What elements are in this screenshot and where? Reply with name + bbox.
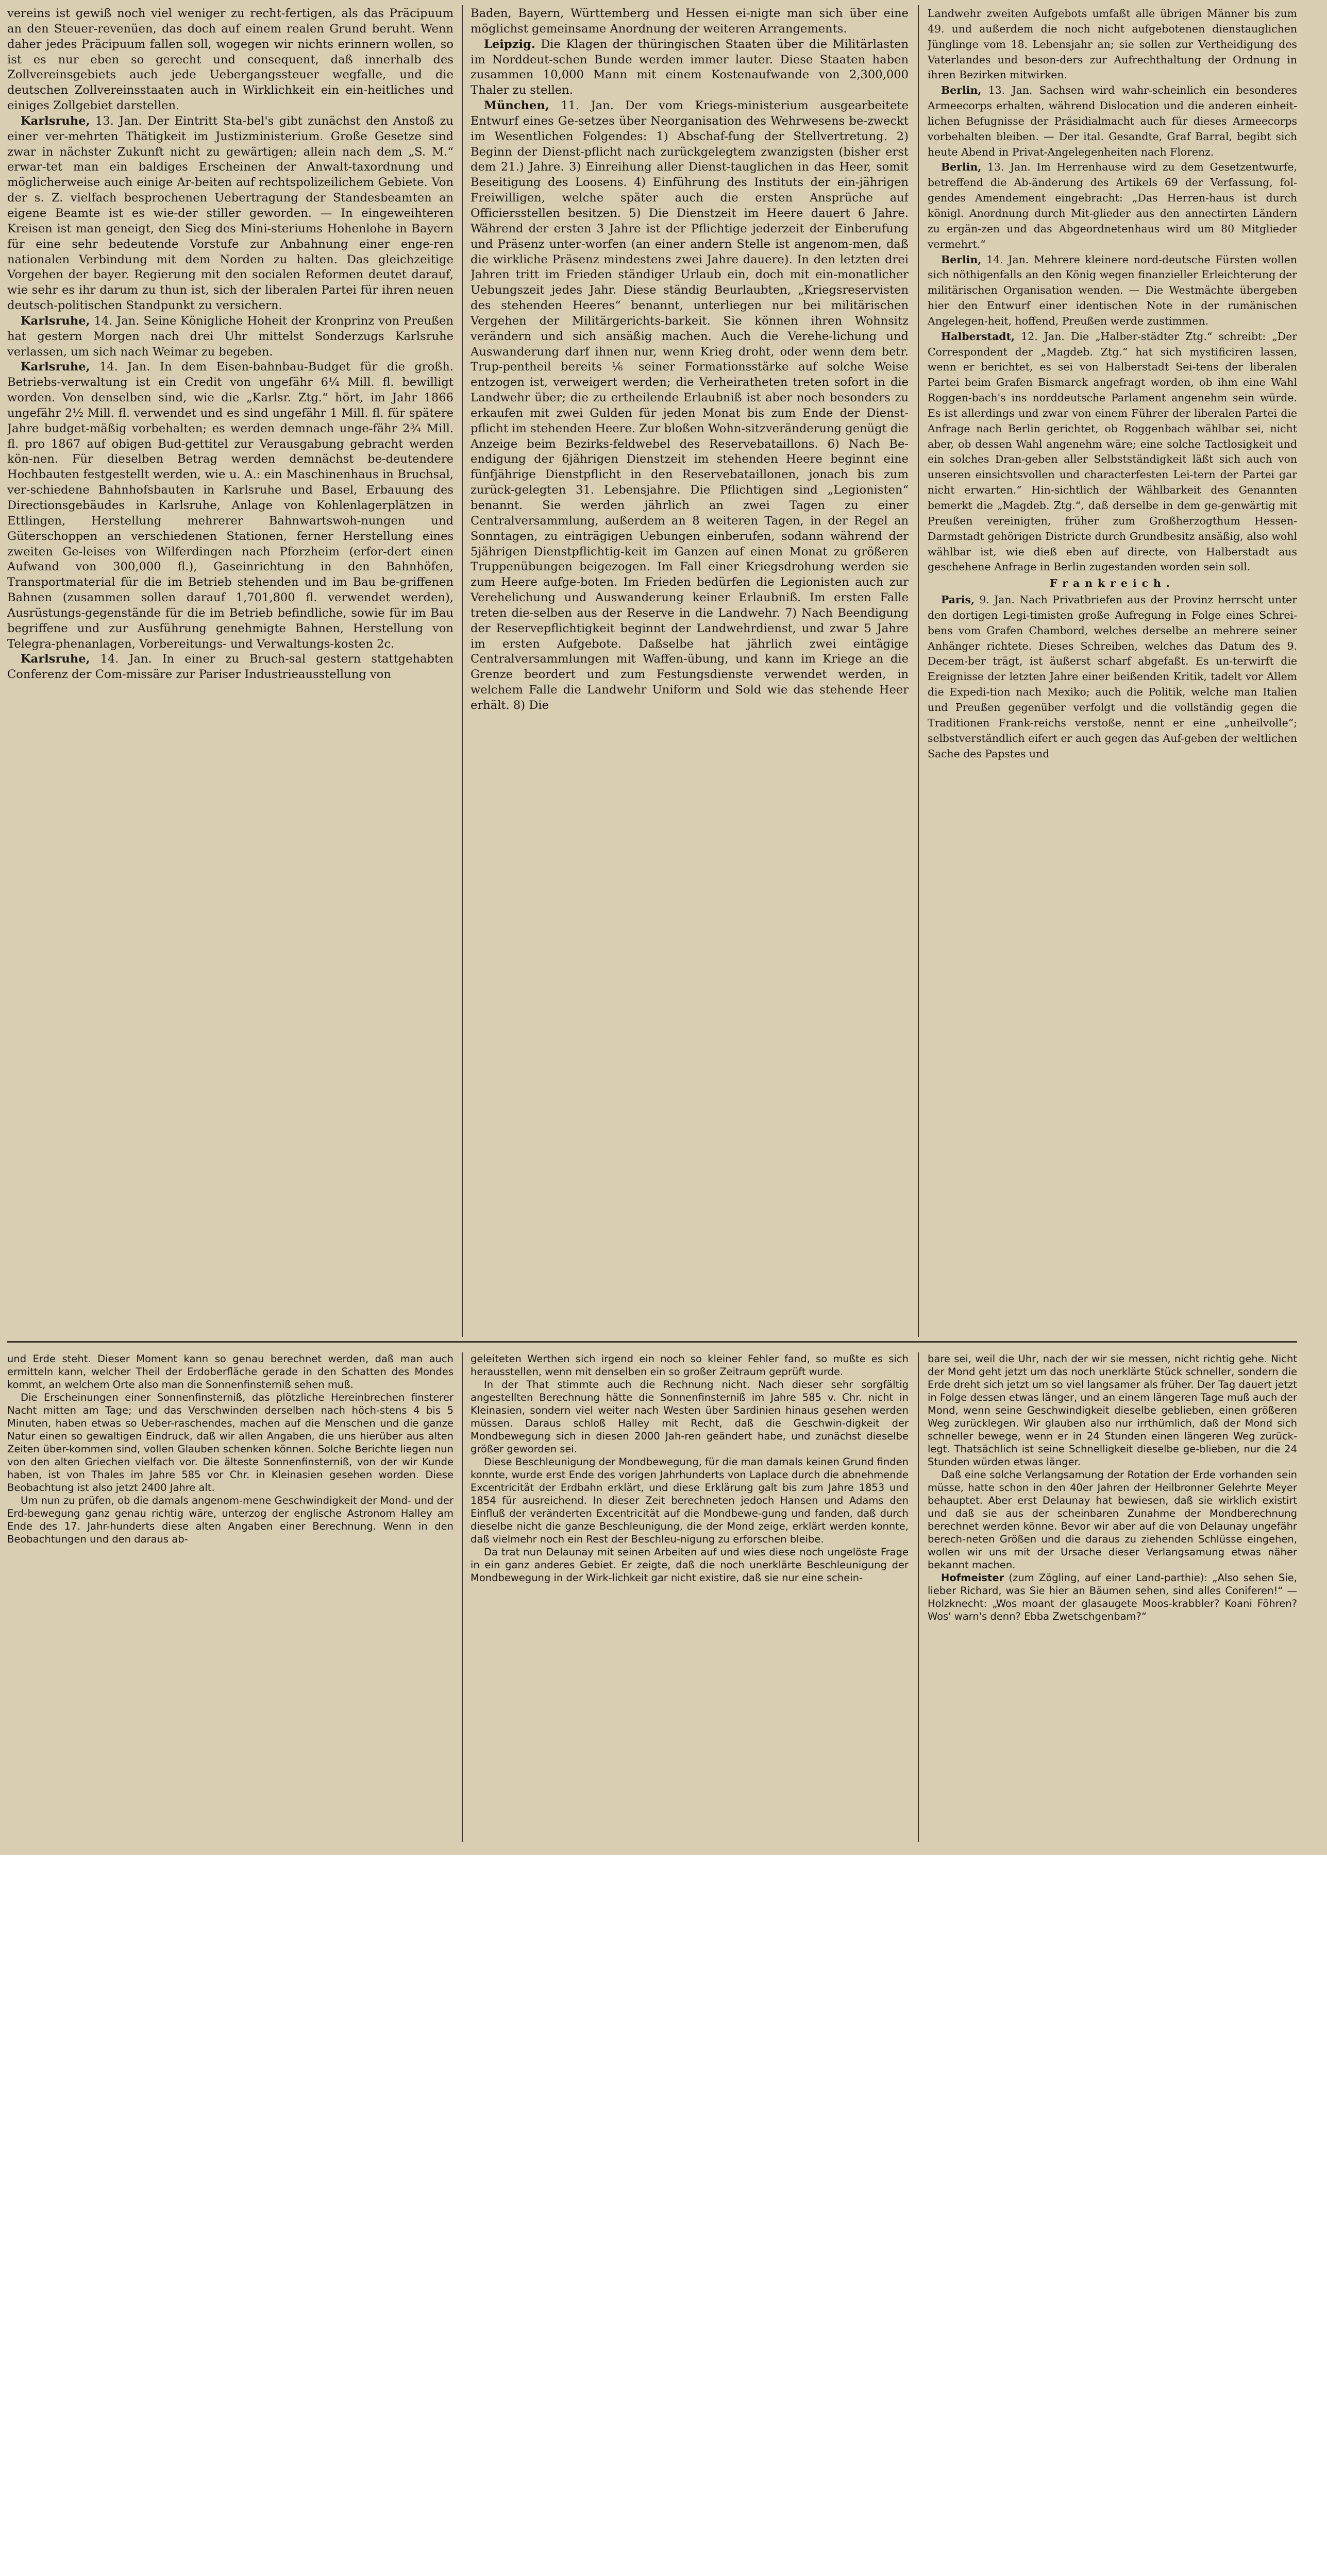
article-paragraph bbox=[928, 160, 1297, 252]
dateline: Karlsruhe, bbox=[21, 652, 90, 666]
article-paragraph bbox=[7, 114, 453, 314]
article-text: 14. Jan. In dem Eisen-bahnbau-Budget für die großh. Betriebs-verwaltung ist ein Credit von ungefähr 6¼ Mill. fl. bewilligt worden. Von denselben sind, wie die „Karlsr. Ztg.“ hört, im Jahr 1866 ungefähr 2½ Mill. fl. verwendet und es sind ungefähr 1 Mill. fl. für spätere Jahre budget-mäßig vorbehalten; es werden demnach unge-fähr 2¾ Mill. fl. pro 1867 auf obigen Bud-gettitel zur Verausgabung gebracht werden kön-nen. Für dieselben Betrag werden demnächst be-deutendere Hochbauten festgestellt werden, wie u. A.: ein Maschinenhaus in Bruchsal, ver-schiedene Bahnhofsbauten in Karlsruhe und Basel, Erbauung des Directionsgebäudes in Karlsruhe, Anlage von Kohlenlagerplätzen in Ettlingen, Herstellung mehrerer Bahnwartswoh-nungen und Güterschoppen an verschiedenen Stationen, ferner Herstellung eines zweiten Ge-leises von Wilferdingen nach Pforzheim (erfor-dert einen Aufwand von 300,000 fl.), Gaseinrichtung in den Bahnhöfen, Transportmaterial für die im Betrieb stehenden und im Bau be-griffenen Bahnen (zusammen sollen darauf 1,701,800 fl. verwendet werden), Ausrüstungs-gegenstände für die im Betrieb befindliche, sowie für im Bau begriffene und zur Ausführung genehmigte Bahnen, Herstellung von Telegra-phenanlagen, Vorbereitungs- und Verwaltungs-kosten 2c. bbox=[7, 360, 453, 651]
article-paragraph bbox=[928, 1571, 1297, 1623]
article-text: 11. Jan. Der vom Kriegs-ministerium ausgearbeitete Entwurf eines Ge-setzes über Neorganisation des Wehrwesens be-zweckt im Wesentlichen Folgendes: 1) Abschaf-fung der Stellvertretung. 2) Beginn der Dienst-pflicht nach zurückgelegtem zwanzigsten (bisher erst dem 21.) Jahre. 3) Einreihung aller Dienst-tauglichen in das Heer, somit Beseitigung des Loosens. 4) Einführung des Instituts der ein-jährigen Freiwilligen, welche später auch die ersten Ansprüche auf Officiersstellen besitzen. 5) Die Dienstzeit im Heere dauert 6 Jahre. Während der ersten 3 Jahre ist der Pflichtige jederzeit der Einberufung und Präsenz unter-worfen (an einer andern Stelle ist angenom-men, daß die wirkliche Präsenz mindestens zwei Jahre dauere). In den letzten drei Jahren tritt im Frieden ständiger Urlaub ein, doch mit ein-monatlicher Uebungszeit jedes Jahr. Diese ständig Beurlaubten, „Kriegsreservisten des stehenden Heeres“ benannt, unterliegen nur bei militärischen Vergehen der Militärgerichts-barkeit. Sie können ihren Wohnsitz verändern und sich ansäßig machen. Auch die Verehe-lichung und Auswanderung darf ihnen nur, wenn Krieg droht, oder wenn dem betr. Trup-pentheil bereits ⅙ seiner Formationsstärke auf solche Weise entzogen ist, verweigert werden; die Verheiratheten treten sofort in die Landwehr über; die zu ertheilende Erlaubniß ist aber noch besonders zu erkaufen mit zwei Gulden für jeden Monat bis zum Ende der Dienst-pflicht im stehenden Heere. Zur bloßen Wohn-sitzveränderung genügt die Anzeige beim Bezirks-feldwebel des Reservebataillons. 6) Nach Be-endigung der 6jährigen Dienstzeit im stehenden Heere beginnt eine fünfjährige Dienstpflicht in den Reservebataillonen, jonach bis zum zurück-gelegten 31. Lebensjahre. Die Pflichtigen sind „Legionisten“ benannt. Sie werden jährlich an zwei Tagen zu einer Centralversammlung, außerdem an 8 weiteren Tagen, in der Regel an Sonntagen, zu einträgigen Uebungen einberufen, sodann während der 5jährigen Dienstpflichtig-keit im Ganzen auf einen Monat zu größeren Truppenübungen beigezogen. Im Fall einer Kriegsdrohung werden sie zum Heere aufge-boten. Im Frieden bedürfen die Legionisten auch zur Verehelichung und Auswanderung keiner Erlaubniß. Im ersten Falle treten die-selben aus der Reserve in die Landwehr. 7) Nach Beendigung der Reservepflichtigkeit beginnt der Landwehrdienst, und zwar 5 Jahre im ersten Aufgebote. Daßselbe hat jährlich zwei eintägige Centralversammlungen mit Waffen-übung, und kann im Kriege an die Grenze beordert und zum Festungsdienste verwendet werden, in welchem Falle die Landwehr Uniform und Sold wie das stehende Heer erhält. 8) Die bbox=[471, 99, 909, 712]
article-text: 13. Jan. Im Herrenhause wird zu dem Gesetzentwurfe, betreffend die Ab-änderung des Artikels 69 der Verfassung, fol-gendes Amendement eingebracht: „Das Herren-haus ist durch königl. Anordnung durch Mit-glieder aus den annectirten Ländern zu ergän-zen und das Abgeordnetenhaus wird um 80 Mitglieder vermehrt.“ bbox=[928, 161, 1297, 250]
article-text: 14. Jan. Mehrere kleinere nord-deutsche Fürsten wollen sich nöthigenfalls an den König wegen finanzieller Erleichterung der militärischen Organisation wenden. — Die Westmächte übergeben hier den Entwurf einer identischen Note in der rumänischen Angelegen-heit, hoffend, Preußen werde zustimmen. bbox=[928, 253, 1297, 327]
article-text: und Erde steht. Dieser Moment kann so genau berechnet werden, daß man auch ermitteln kann, welcher Theil der Erdoberfläche gerade in den Schatten des Mondes kommt, an welchem Orte also man die Sonnenfinsterniß sehen muß. bbox=[7, 1353, 453, 1391]
article-paragraph bbox=[471, 1546, 909, 1584]
article-paragraph bbox=[928, 83, 1297, 160]
article-paragraph bbox=[7, 1494, 453, 1546]
article-paragraph bbox=[928, 252, 1297, 329]
article-text: (zum Zögling, auf einer Land-parthie): „Also sehen Sie, lieber Richard, was Sie hier an Bäumen sehen, sind alles Coniferen!“ — Holzknecht: „Wos moant der glasaugete Moos-krabbler? Koani Föhren? Wos' warn's denn? Ebba Zwetschgenbam?“ bbox=[928, 1572, 1297, 1622]
article-text: vereins ist gewiß noch viel weniger zu recht-fertigen, als das Präcipuum an den Steuer-revenüen, das doch auf einem realen Grund beruht. Wenn daher jedes Präcipuum fallen soll, wogegen wir nichts erinnern wollen, so ist es nur eben so gerecht und consequent, daß innerhalb des Zollvereinsgebiets auch jede Uebergangssteuer wegfalle, und die deutschen Zollvereinsstaaten auch in Wirklichkeit ein ein-heitliches und einiges Zollgebiet darstellen. bbox=[7, 7, 453, 113]
column-divider bbox=[918, 1352, 919, 1842]
article-paragraph bbox=[7, 1352, 453, 1391]
column-divider bbox=[462, 5, 463, 1337]
article-text: Die Klagen der thüringischen Staaten über die Militärlasten im Norddeut-schen Bunde werden immer lauter. Diese Staaten haben zusammen 10,000 Mann mit einem Kostenaufwande von 2,300,000 Thaler zu stellen. bbox=[471, 37, 909, 97]
article-paragraph bbox=[471, 1378, 909, 1455]
feuilleton-column-2 bbox=[471, 1352, 909, 1847]
dateline: Hofmeister bbox=[941, 1572, 1004, 1584]
dateline: Berlin, bbox=[941, 253, 982, 266]
article-paragraph bbox=[7, 1391, 453, 1494]
dateline: Karlsruhe, bbox=[21, 114, 90, 128]
dateline: Paris, bbox=[941, 594, 975, 606]
article-text: Die Erscheinungen einer Sonnenfinsterniß, das plötzliche Hereinbrechen finsterer Nacht mitten am Tage; und das Verschwinden derselben nach höch-stens 4 bis 5 Minuten, haben etwas so Ueber-raschendes, machen auf die Menschen und die ganze Natur einen so gewaltigen Eindruck, daß wir allen Angaben, die uns hierüber aus alten Zeiten über-kommen sind, vollen Glauben schenken können. Solche Berichte liegen nun von den alten Griechen vielfach vor. Die älteste Sonnenfinsterniß, von der wir Kunde haben, ist von Thales im Jahre 585 vor Chr. in Kleinasien gesehen worden. Diese Beobachtung ist also jetzt 2400 Jahre alt. bbox=[7, 1392, 453, 1494]
feuilleton-column-3 bbox=[928, 1352, 1297, 1847]
article-paragraph bbox=[928, 329, 1297, 575]
article-paragraph bbox=[928, 1352, 1297, 1468]
dateline: München, bbox=[484, 99, 549, 113]
dateline: Berlin, bbox=[941, 161, 982, 174]
article-text: geleiteten Werthen sich irgend ein noch so kleiner Fehler fand, so mußte es sich herausstellen, wenn mit denselben ein so großer Zeitraum geprüft wurde. bbox=[471, 1353, 909, 1378]
article-text: Landwehr zweiten Aufgebots umfaßt alle übrigen Männer bis zum 49. und außerdem die noch nicht aufgebotenen dienstauglichen Jünglinge vom 18. Lebensjahr an; sie sollen zur Vertheidigung des Vaterlandes und beson-ders zur Aufrechthaltung der Ordnung in ihren Bezirken mitwirken. bbox=[928, 7, 1297, 81]
feuilleton-column-1 bbox=[7, 1352, 453, 1847]
column-1 bbox=[7, 6, 453, 1335]
article-text: Da trat nun Delaunay mit seinen Arbeiten auf und wies diese noch ungelöste Frage in ein ganz anderes Gebiet. Er zeigte, daß die noch unerklärte Beschleunigung der Mondbewegung in der Wirk-lichkeit gar nicht existire, daß sie nur eine schein- bbox=[471, 1546, 909, 1584]
article-text: 9. Jan. Nach Privatbriefen aus der Provinz herrscht unter den dortigen Legi-timisten große Aufregung in Folge eines Schrei-bens vom Grafen Chambord, welches derselbe an mehrere seiner Anhänger richtete. Dieses Schreiben, welches das Datum des 9. Decem-ber trägt, ist äußerst scharf abgefaßt. Es un-terwirft die Ereignisse der letzten Jahre einer beißenden Kritik, tadelt vor Allem die Expedi-tion nach Mexiko; auch die Politik, welche man Italien und Preußen gegenüber verfolgt und die vollständig gegen die Traditionen Frank-reichs verstoße, nennt er eine „unheilvolle“; selbstverständlich eifert er auch gegen das Auf-geben der weltlichen Sache des Papstes und bbox=[928, 594, 1297, 760]
article-text: 14. Jan. Seine Königliche Hoheit der Kronprinz von Preußen hat gestern Morgen nach drei Uhr mittelst Sonderzugs Karlsruhe verlassen, um sich nach Weimar zu begeben. bbox=[7, 314, 453, 359]
dateline: Karlsruhe, bbox=[21, 360, 90, 374]
article-paragraph bbox=[928, 592, 1297, 761]
section-heading: Frankreich. bbox=[1050, 577, 1175, 590]
dateline: Karlsruhe, bbox=[21, 314, 90, 328]
dateline: Berlin, bbox=[941, 84, 982, 97]
article-text: Daß eine solche Verlangsamung der Rotation der Erde vorhanden sein müsse, hatte schon in den 40er Jahren der Heilbronner Gelehrte Meyer behauptet. Aber erst Delaunay hat bewiesen, daß sie wirklich existirt und daß sie aus der scheinbaren Zunahme der Mondberechnung berechnet werden könne. Bevor wir aber auf die von Delaunay ungefähr berech-neten Größen und die daraus zu ziehenden Schlüsse eingehen, wollen wir uns mit der Ursache dieser Verlangsamung etwas näher bekannt machen. bbox=[928, 1469, 1297, 1571]
article-paragraph bbox=[928, 6, 1297, 83]
article-text: 13. Jan. Der Eintritt Sta-bel's gibt zunächst den Anstoß zu einer ver-mehrten Thätigkeit im Justizministerium. Große Gesetze sind zwar in nächster Zukunft nicht zu gewärtigen; allein nach dem „S. M.“ erwar-tet man ein baldiges Erscheinen der Anwalt-taxordnung und möglicherweise auch einige Ar-beiten auf rechtspolizeilichem Gebiete. Von der s. Z. vielfach besprochenen Uebertragung der Standesbeamten an eigene Beamte ist es wie-der stiller geworden. — In eingeweihteren Kreisen ist man geneigt, den Sieg des Mini-steriums Hohenlohe in Bayern für eine sehr bedeutende Vorstufe zur Anbahnung einer enge-ren nationalen Verbindung mit dem Norden zu halten. Das gleichzeitige Vorgehen der bayer. Regierung mit den socialen Reformen deutet darauf, wie sehr es ihr darum zu thun ist, sich der liberalen Partei für ihren neuen deutsch-politischen Standpunkt zu versichern. bbox=[7, 114, 453, 313]
article-paragraph bbox=[471, 1455, 909, 1546]
footer bbox=[0, 1855, 1327, 2170]
article-text: 14. Jan. In einer zu Bruch-sal gestern stattgehabten Conferenz der Com-missäre zur Pariser Industrieausstellung von bbox=[7, 652, 453, 682]
feuilleton-rule bbox=[7, 1341, 1297, 1343]
column-divider bbox=[918, 5, 919, 1337]
column-divider bbox=[462, 1352, 463, 1842]
article-text: Baden, Bayern, Württemberg und Hessen ei-nigte man sich über eine möglichst gemeinsame Anordnung der weiteren Arrangements. bbox=[471, 7, 909, 36]
article-paragraph bbox=[7, 360, 453, 652]
article-text: Um nun zu prüfen, ob die damals angenom-mene Geschwindigkeit der Mond- und der Erd-bewegung ganz genau richtig wäre, unterzog der englische Astronom Halley am Ende des 17. Jahr-hunderts diese alten Angaben einer Berechnung. Wenn in den Beobachtungen und den daraus ab- bbox=[7, 1495, 453, 1545]
article-paragraph bbox=[7, 314, 453, 360]
article-text: Diese Beschleunigung der Mondbewegung, für die man damals keinen Grund finden konnte, wurde erst Ende des vorigen Jahrhunderts von Laplace durch die abnehmende Excentricität der Erdbahn erklärt, und diese Erklärung galt bis zum Jahre 1853 und 1854 für ausreichend. In dieser Zeit berechneten jedoch Hansen und Adams den Einfluß der veränderten Excentricität auf die Mondbewe-gung und fanden, daß durch dieselbe nicht die ganze Beschleunigung, die der Mond zeige, erklärt werden konnte, daß vielmehr noch ein Rest der Beschleu-nigung zu erforschen bleibe. bbox=[471, 1456, 909, 1545]
article-paragraph bbox=[471, 1352, 909, 1378]
article-text: bare sei, weil die Uhr, nach der wir sie messen, nicht richtig gehe. Nicht der Mond geht jetzt um das noch unerklärte Stück schneller, sondern die Erde dreht sich jetzt um so viel langsamer als früher. Der Tag dauert jetzt in Folge dessen etwas länger, und an einem längeren Tage muß auch der Mond, wenn seine Geschwindigkeit dieselbe geblieben, einen größeren Weg zurücklegen. Wir glauben also nur irrthümlich, daß der Mond sich schneller bewege, wenn er in 24 Stunden einen längeren Weg zurück-legt. Thatsächlich ist seine Schnelligkeit dieselbe ge-blieben, nur die 24 Stunden würden etwas länger. bbox=[928, 1353, 1297, 1468]
article-paragraph bbox=[7, 6, 453, 114]
article-paragraph bbox=[928, 1468, 1297, 1571]
dateline: Leipzig. bbox=[484, 37, 535, 51]
article-paragraph bbox=[471, 6, 909, 37]
column-2 bbox=[471, 6, 909, 1335]
article-paragraph bbox=[471, 98, 909, 714]
article-text: 12. Jan. Die „Halber-städter Ztg.“ schreibt: „Der Correspondent der „Magdeb. Ztg.“ hat sich mystificiren lassen, wenn er berichtet, es sei von Halberstadt Sei-tens der liberalen Partei beim Grafen Bismarck angefragt worden, ob ihm eine Wahl Roggen-bach's ins norddeutsche Parlament angenehm sein würde. Es ist allerdings und zwar von einem Führer der liberalen Partei die Anfrage nach Berlin gerichtet, ob Roggenbach wählbar sei, nicht aber, ob dessen Wahl angenehm wäre; eine solche Tactlosigkeit und ein solches Dran-geben aller Selbstständigkeit läßt sich auch von unseren einsichtsvollen und characterfesten Lei-tern der Partei gar nicht erwarten.“ Hin-sichtlich der Wählbarkeit des Genannten bemerkt die „Magdeb. Ztg.“, daß derselbe in dem ge-genwärtig mit Preußen vereinigten, früher zum Großherzogthum Hessen-Darmstadt gehörigen Districte durch Grundbesitz ansäßig, also wohl wählbar ist, wie dieß eben auf directe, von Halberstadt aus geschehene Anfrage in Berlin zugestanden worden sein soll. bbox=[928, 330, 1297, 573]
column-3 bbox=[928, 6, 1297, 1335]
article-paragraph bbox=[7, 652, 453, 683]
article-text: In der That stimmte auch die Rechnung nicht. Nach dieser sehr sorgfältig angestellten Berechnung hätte die Sonnenfinsterniß im Jahre 585 v. Chr. nicht in Kleinasien, sondern viel weiter nach Westen über Sardinien hinaus gesehen werden müssen. Daraus schloß Halley mit Recht, daß die Geschwin-digkeit der Mondbewegung sich in diesen 2000 Jah-ren geändert habe, und zunächst dieselbe größer geworden sei. bbox=[471, 1379, 909, 1455]
dateline: Halberstadt, bbox=[941, 330, 1015, 343]
article-text: 13. Jan. Sachsen wird wahr-scheinlich ein besonderes Armeecorps erhalten, während Dislocation und die anderen einheit-lichen Befugnisse der Präsidialmacht auch für dieses Armeecorps vorbehalten bleiben. — Der ital. Gesandte, Graf Barral, begibt sich heute Abend in Privat-Angelegenheiten nach Florenz. bbox=[928, 84, 1297, 158]
article-paragraph bbox=[471, 37, 909, 98]
